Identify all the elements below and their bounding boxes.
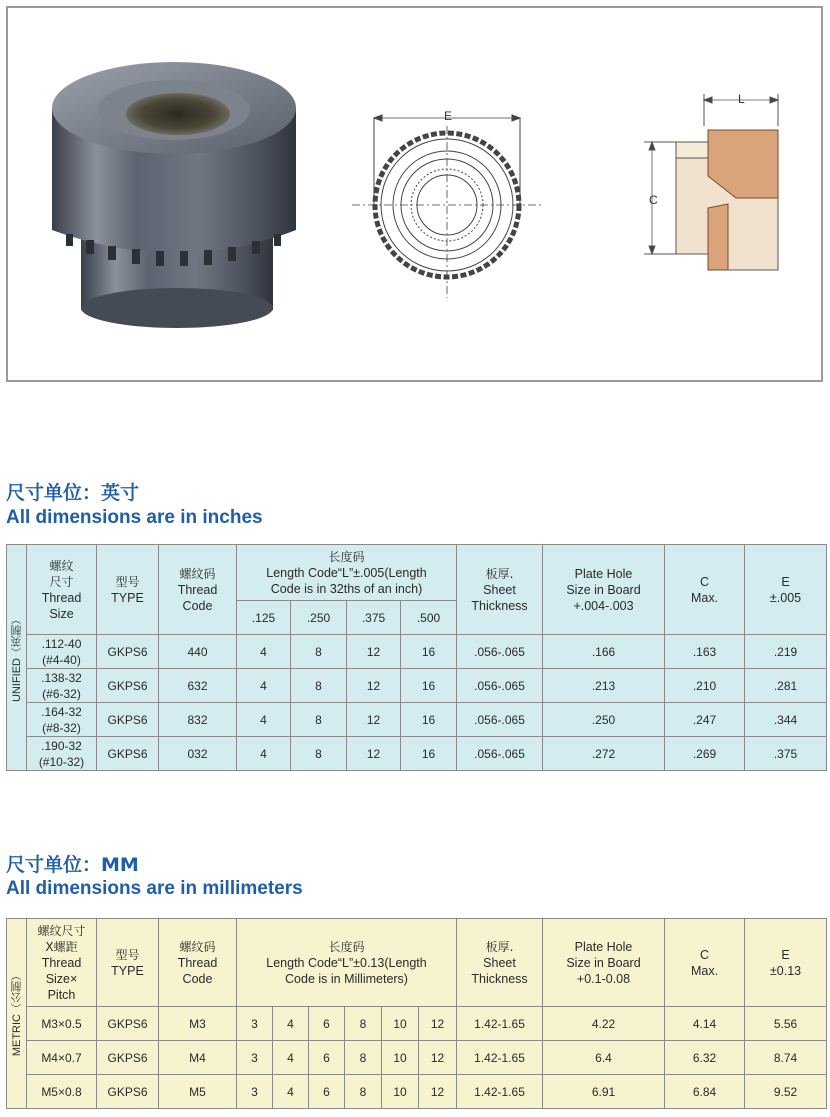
e-cell: .375 [745,737,827,771]
e-cell: .344 [745,703,827,737]
length-value-125: .125 [237,601,291,635]
length-cell: 16 [401,737,457,771]
c-max-cell: .269 [665,737,745,771]
type-cell: GKPS6 [97,703,159,737]
length-cell: 8 [291,703,347,737]
inch-heading-en: All dimensions are in inches [6,507,263,528]
table-row [7,1075,827,1109]
header-sheet-thickness: 板厚. Sheet Thickness [457,545,543,635]
c-max-cell: 6.84 [665,1075,745,1109]
length-cell: 8 [291,737,347,771]
thread-size-cell: .164-32 (#8-32) [27,703,97,737]
table-row [7,737,827,771]
header-thread-code: 螺纹码 Thread Code [159,919,237,1007]
front-view-drawing [352,115,544,298]
thread-code-cell: 632 [159,669,237,703]
nut-photo [52,62,296,328]
length-cell: 3 [237,1075,273,1109]
header-length-code: 长度码 Length Code“L”±0.13(Length Code is in Millimeters) [237,919,457,1007]
inch-spec-table [6,544,827,771]
length-cell: 6 [309,1041,345,1075]
thread-size-cell: M5×0.8 [27,1075,97,1109]
type-cell: GKPS6 [97,669,159,703]
thread-size-cell: .112-40 (#4-40) [27,635,97,669]
table-row [7,703,827,737]
plate-hole-cell: .272 [543,737,665,771]
thread-code-cell: 832 [159,703,237,737]
header-sheet-thickness: 板厚. Sheet Thickness [457,919,543,1007]
e-cell: 5.56 [745,1007,827,1041]
dimension-label-c: C [649,193,658,207]
header-type: 型号 TYPE [97,545,159,635]
thread-code-cell: M5 [159,1075,237,1109]
sheet-thickness-cell: 1.42-1.65 [457,1007,543,1041]
e-cell: 8.74 [745,1041,827,1075]
type-cell: GKPS6 [97,1007,159,1041]
thread-code-cell: 032 [159,737,237,771]
e-cell: .281 [745,669,827,703]
length-cell: 12 [347,737,401,771]
product-drawings [8,8,821,380]
length-cell: 8 [345,1075,382,1109]
inch-side-label-cell [7,545,27,771]
mm-spec-table [6,918,827,1109]
metric-side-label: METRIC（公制） [10,970,23,1057]
dimension-label-l: L [738,92,745,106]
length-cell: 6 [309,1075,345,1109]
thread-code-cell: M4 [159,1041,237,1075]
thread-size-cell: .190-32 (#10-32) [27,737,97,771]
length-cell: 12 [347,669,401,703]
length-cell: 10 [382,1075,419,1109]
length-cell: 8 [345,1041,382,1075]
header-e-tolerance: E ±0.13 [745,919,827,1007]
plate-hole-cell: 4.22 [543,1007,665,1041]
thread-code-cell: 440 [159,635,237,669]
length-cell: 16 [401,635,457,669]
header-c-max: C Max. [665,919,745,1007]
e-cell: 9.52 [745,1075,827,1109]
header-thread-code: 螺纹码 Thread Code [159,545,237,635]
side-view-drawing [644,94,778,270]
header-thread-size: 螺纹 尺寸 Thread Size [27,545,97,635]
mm-heading-cn: 尺寸单位：MM [6,854,139,876]
c-max-cell: 4.14 [665,1007,745,1041]
length-cell: 4 [237,669,291,703]
length-cell: 4 [237,635,291,669]
length-cell: 12 [419,1041,457,1075]
length-cell: 3 [237,1007,273,1041]
length-cell: 12 [347,703,401,737]
table-row [7,1041,827,1075]
thread-size-cell: M3×0.5 [27,1007,97,1041]
length-cell: 4 [237,737,291,771]
table-row [7,635,827,669]
type-cell: GKPS6 [97,1041,159,1075]
sheet-thickness-cell: .056-.065 [457,737,543,771]
c-max-cell: .210 [665,669,745,703]
type-cell: GKPS6 [97,737,159,771]
thread-size-cell: M4×0.7 [27,1041,97,1075]
mm-heading-en: All dimensions are in millimeters [6,878,303,899]
inch-heading-cn: 尺寸单位：英寸 [6,482,140,504]
sheet-thickness-cell: 1.42-1.65 [457,1041,543,1075]
length-cell: 10 [382,1041,419,1075]
length-cell: 12 [419,1075,457,1109]
header-c-max: C Max. [665,545,745,635]
c-max-cell: .247 [665,703,745,737]
table-row [7,1007,827,1041]
length-cell: 4 [237,703,291,737]
length-cell: 16 [401,703,457,737]
header-thread-size: 螺纹尺寸 X螺距 Thread Size× Pitch [27,919,97,1007]
sheet-thickness-cell: .056-.065 [457,703,543,737]
plate-hole-cell: 6.91 [543,1075,665,1109]
dimension-label-e: E [444,109,453,123]
table-row [7,669,827,703]
sheet-thickness-cell: .056-.065 [457,669,543,703]
sheet-thickness-cell: .056-.065 [457,635,543,669]
type-cell: GKPS6 [97,1075,159,1109]
type-cell: GKPS6 [97,635,159,669]
length-cell: 4 [273,1041,309,1075]
length-cell: 4 [273,1007,309,1041]
header-plate-hole: Plate Hole Size in Board +0.1-0.08 [543,919,665,1007]
length-cell: 12 [419,1007,457,1041]
length-value-250: .250 [291,601,347,635]
header-e-tolerance: E ±.005 [745,545,827,635]
sheet-thickness-cell: 1.42-1.65 [457,1075,543,1109]
unified-side-label: UNIFIED（英制） [10,613,23,702]
plate-hole-cell: .250 [543,703,665,737]
length-cell: 8 [291,669,347,703]
length-cell: 16 [401,669,457,703]
length-cell: 6 [309,1007,345,1041]
plate-hole-cell: .166 [543,635,665,669]
length-cell: 4 [273,1075,309,1109]
length-value-375: .375 [347,601,401,635]
length-cell: 10 [382,1007,419,1041]
plate-hole-cell: .213 [543,669,665,703]
thread-code-cell: M3 [159,1007,237,1041]
c-max-cell: .163 [665,635,745,669]
c-max-cell: 6.32 [665,1041,745,1075]
mm-side-label-cell [7,919,27,1109]
length-cell: 12 [347,635,401,669]
plate-hole-cell: 6.4 [543,1041,665,1075]
length-value-500: .500 [401,601,457,635]
e-cell: .219 [745,635,827,669]
header-plate-hole: Plate Hole Size in Board +.004-.003 [543,545,665,635]
header-type: 型号 TYPE [97,919,159,1007]
product-illustration-panel [6,6,823,382]
header-length-code: 长度码 Length Code“L”±.005(Length Code is in 32ths of an inch) [237,545,457,601]
thread-size-cell: .138-32 (#6-32) [27,669,97,703]
length-cell: 8 [345,1007,382,1041]
length-cell: 8 [291,635,347,669]
length-cell: 3 [237,1041,273,1075]
